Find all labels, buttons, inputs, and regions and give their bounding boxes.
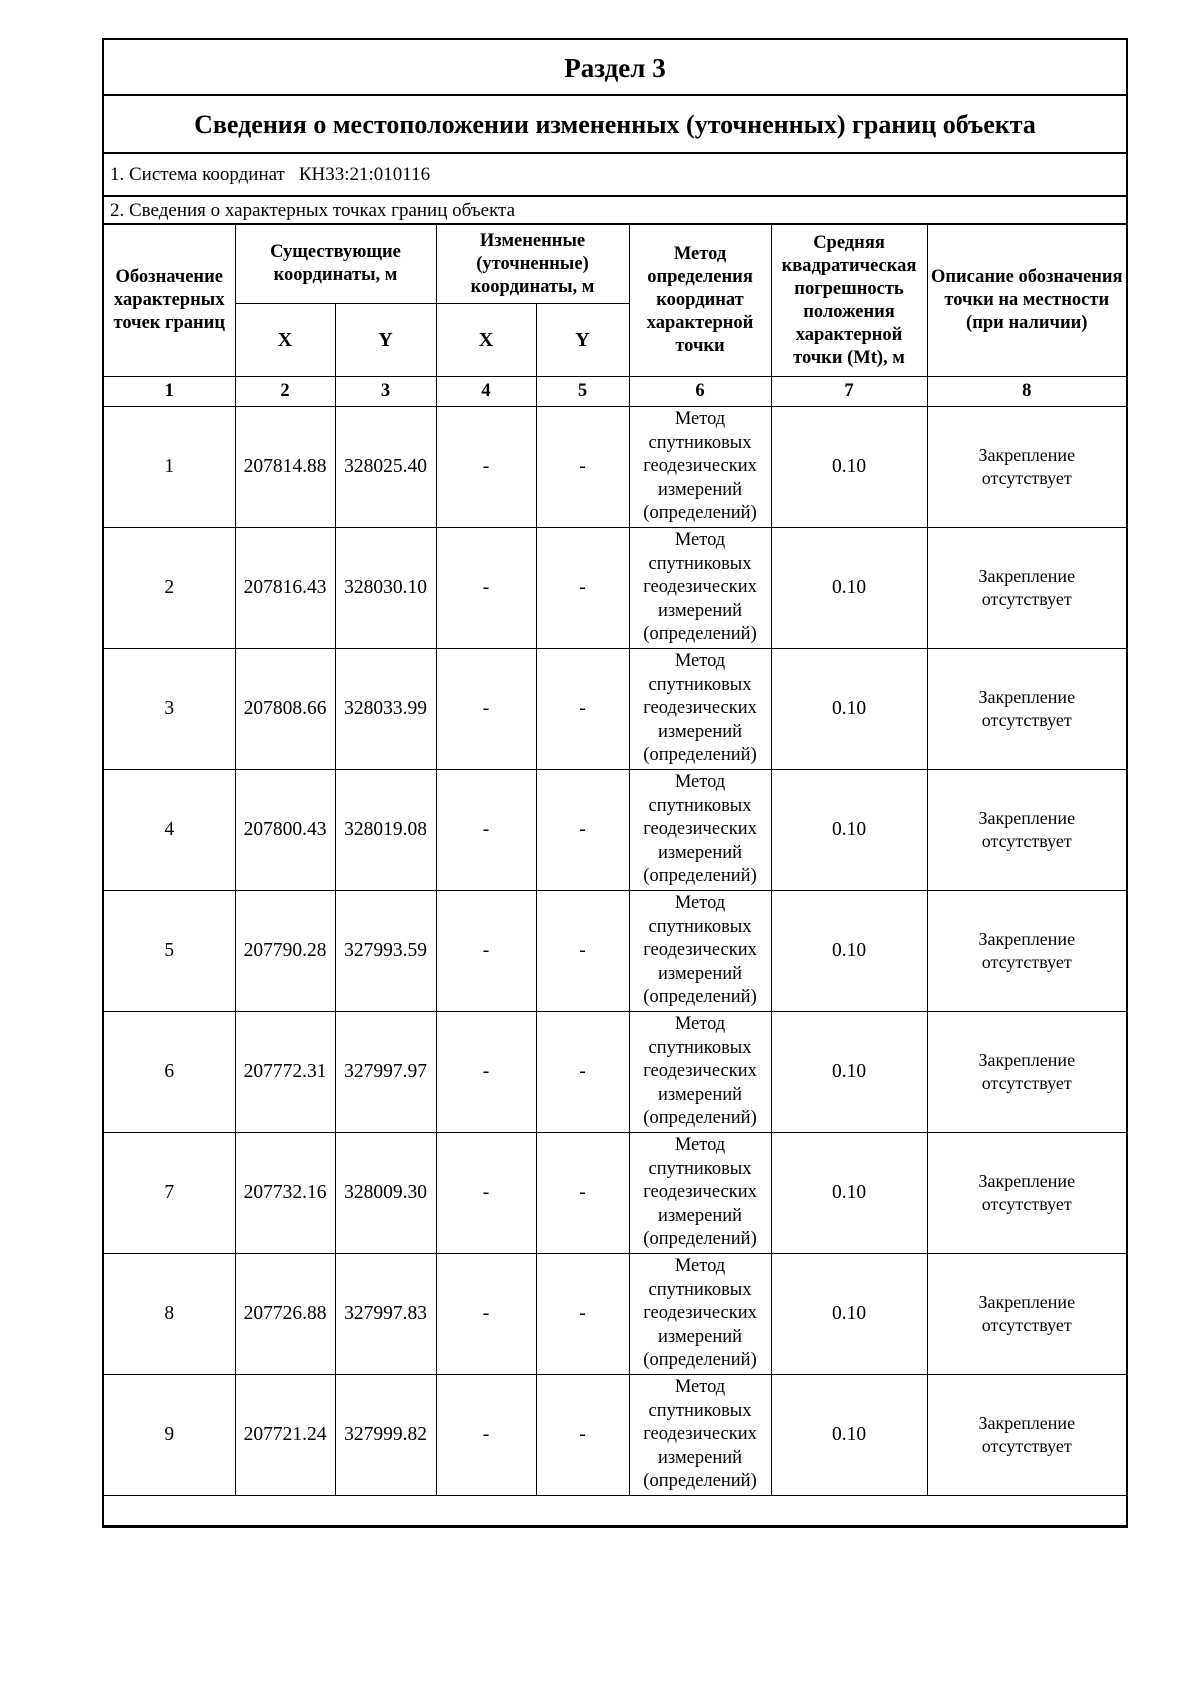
- changed-y-cell: -: [536, 407, 629, 528]
- changed-y-cell: -: [536, 770, 629, 891]
- header-description: Описание обозначения точки на местности (при наличии): [927, 225, 1126, 377]
- empty-trailing-row: [104, 1496, 1126, 1526]
- existing-y-cell: 328033.99: [335, 649, 436, 770]
- table-row: [104, 1375, 1126, 1496]
- column-number: 1: [104, 377, 235, 407]
- table-row: [104, 528, 1126, 649]
- coordinate-system-label: 1. Система координат: [110, 164, 285, 185]
- column-numbers-row: [104, 377, 1126, 407]
- method-cell: Метод спутниковых геодезических измерений (определений): [629, 407, 771, 528]
- changed-y-cell: -: [536, 1133, 629, 1254]
- point-number-cell: 4: [104, 770, 235, 891]
- header-changed-coords: Измененные (уточненные) координаты, м: [436, 225, 629, 304]
- existing-x-cell: 207814.88: [235, 407, 335, 528]
- existing-y-cell: 328025.40: [335, 407, 436, 528]
- section-title: Раздел 3: [104, 40, 1126, 96]
- coordinate-system-line: [104, 154, 1126, 197]
- point-number-cell: 3: [104, 649, 235, 770]
- section-subtitle: Сведения о местоположении измененных (уточненных) границ объекта: [104, 96, 1126, 154]
- table-row: [104, 891, 1126, 1012]
- existing-x-cell: 207790.28: [235, 891, 335, 1012]
- column-number: 3: [335, 377, 436, 407]
- existing-x-cell: 207726.88: [235, 1254, 335, 1375]
- changed-x-cell: -: [436, 407, 536, 528]
- coordinate-system-value: КН33:21:010116: [298, 164, 431, 185]
- description-cell: Закрепление отсутствует: [927, 649, 1126, 770]
- method-cell: Метод спутниковых геодезических измерений (определений): [629, 1375, 771, 1496]
- existing-x-cell: 207772.31: [235, 1012, 335, 1133]
- existing-x-cell: 207816.43: [235, 528, 335, 649]
- existing-x-cell: 207808.66: [235, 649, 335, 770]
- table-row: [104, 770, 1126, 891]
- method-cell: Метод спутниковых геодезических измерений (определений): [629, 770, 771, 891]
- existing-x-cell: 207800.43: [235, 770, 335, 891]
- column-number: 2: [235, 377, 335, 407]
- table-row: [104, 1012, 1126, 1133]
- mean-error-cell: 0.10: [771, 891, 927, 1012]
- existing-y-cell: 328030.10: [335, 528, 436, 649]
- mean-error-cell: 0.10: [771, 528, 927, 649]
- changed-x-cell: -: [436, 1133, 536, 1254]
- changed-x-cell: -: [436, 649, 536, 770]
- existing-y-cell: 327999.82: [335, 1375, 436, 1496]
- changed-y-cell: -: [536, 1375, 629, 1496]
- header-existing-y: Y: [335, 304, 436, 377]
- point-number-cell: 5: [104, 891, 235, 1012]
- method-cell: Метод спутниковых геодезических измерений (определений): [629, 1254, 771, 1375]
- column-number: 4: [436, 377, 536, 407]
- existing-y-cell: 328019.08: [335, 770, 436, 891]
- method-cell: Метод спутниковых геодезических измерений (определений): [629, 1133, 771, 1254]
- header-method: Метод определения координат характерной точки: [629, 225, 771, 377]
- mean-error-cell: 0.10: [771, 1012, 927, 1133]
- changed-y-cell: -: [536, 891, 629, 1012]
- header-changed-x: X: [436, 304, 536, 377]
- header-row-1: [104, 225, 1126, 304]
- method-cell: Метод спутниковых геодезических измерений (определений): [629, 649, 771, 770]
- header-point-designation: Обозначение характерных точек границ: [104, 225, 235, 377]
- point-number-cell: 2: [104, 528, 235, 649]
- header-changed-y: Y: [536, 304, 629, 377]
- description-cell: Закрепление отсутствует: [927, 891, 1126, 1012]
- header-existing-x: X: [235, 304, 335, 377]
- description-cell: Закрепление отсутствует: [927, 528, 1126, 649]
- table-row: [104, 649, 1126, 770]
- changed-x-cell: -: [436, 891, 536, 1012]
- table-row: [104, 1133, 1126, 1254]
- existing-x-cell: 207732.16: [235, 1133, 335, 1254]
- description-cell: Закрепление отсутствует: [927, 1375, 1126, 1496]
- column-number: 6: [629, 377, 771, 407]
- mean-error-cell: 0.10: [771, 770, 927, 891]
- changed-y-cell: -: [536, 649, 629, 770]
- mean-error-cell: 0.10: [771, 1133, 927, 1254]
- column-number: 7: [771, 377, 927, 407]
- point-number-cell: 6: [104, 1012, 235, 1133]
- existing-y-cell: 327997.97: [335, 1012, 436, 1133]
- point-number-cell: 9: [104, 1375, 235, 1496]
- description-cell: Закрепление отсутствует: [927, 1254, 1126, 1375]
- section-3-sheet: [102, 38, 1128, 1528]
- mean-error-cell: 0.10: [771, 649, 927, 770]
- point-number-cell: 1: [104, 407, 235, 528]
- changed-x-cell: -: [436, 770, 536, 891]
- existing-x-cell: 207721.24: [235, 1375, 335, 1496]
- point-number-cell: 8: [104, 1254, 235, 1375]
- mean-error-cell: 0.10: [771, 407, 927, 528]
- changed-x-cell: -: [436, 1254, 536, 1375]
- changed-y-cell: -: [536, 1012, 629, 1133]
- column-number: 8: [927, 377, 1126, 407]
- existing-y-cell: 328009.30: [335, 1133, 436, 1254]
- mean-error-cell: 0.10: [771, 1375, 927, 1496]
- header-existing-coords: Существующие координаты, м: [235, 225, 436, 304]
- table-row: [104, 1254, 1126, 1375]
- empty-cell: [104, 1496, 1126, 1526]
- points-section-title: 2. Сведения о характерных точках границ объекта: [104, 197, 1126, 225]
- changed-x-cell: -: [436, 1012, 536, 1133]
- boundary-points-table: [104, 225, 1126, 1526]
- table-row: [104, 407, 1126, 528]
- description-cell: Закрепление отсутствует: [927, 407, 1126, 528]
- changed-x-cell: -: [436, 528, 536, 649]
- changed-y-cell: -: [536, 1254, 629, 1375]
- changed-y-cell: -: [536, 528, 629, 649]
- method-cell: Метод спутниковых геодезических измерений (определений): [629, 891, 771, 1012]
- method-cell: Метод спутниковых геодезических измерений (определений): [629, 1012, 771, 1133]
- description-cell: Закрепление отсутствует: [927, 1012, 1126, 1133]
- existing-y-cell: 327993.59: [335, 891, 436, 1012]
- description-cell: Закрепление отсутствует: [927, 1133, 1126, 1254]
- existing-y-cell: 327997.83: [335, 1254, 436, 1375]
- point-number-cell: 7: [104, 1133, 235, 1254]
- mean-error-cell: 0.10: [771, 1254, 927, 1375]
- method-cell: Метод спутниковых геодезических измерений (определений): [629, 528, 771, 649]
- header-mean-error: Средняя квадратическая погрешность положения характерной точки (Mt), м: [771, 225, 927, 377]
- description-cell: Закрепление отсутствует: [927, 770, 1126, 891]
- changed-x-cell: -: [436, 1375, 536, 1496]
- column-number: 5: [536, 377, 629, 407]
